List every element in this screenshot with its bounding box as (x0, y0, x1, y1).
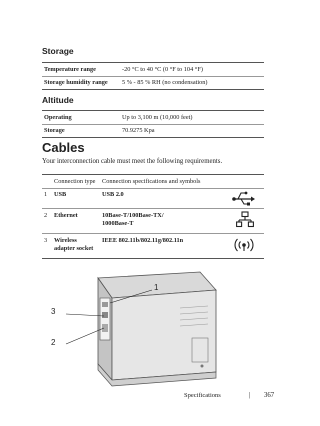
network-icon (236, 211, 254, 228)
table-cell: Wireless (54, 237, 77, 244)
table-cell: -20 °C to 40 °C (0 °F to 104 °F) (122, 66, 203, 73)
table-cell: Storage (44, 127, 65, 134)
table-rule (42, 89, 264, 90)
callout-3: 3 (51, 307, 56, 316)
row-number: 1 (44, 191, 48, 198)
callout-2: 2 (51, 338, 56, 347)
table-cell: USB (54, 191, 67, 198)
printer-illustration (60, 268, 230, 390)
column-header: Connection specifications and symbols (102, 178, 201, 185)
table-rule (42, 137, 264, 138)
table-cell: 10Base-T/100Base-TX/ (102, 212, 164, 219)
table-rule (42, 208, 264, 209)
table-rule (42, 62, 264, 63)
table-cell: IEEE 802.11b/802.11g/802.11n (102, 237, 184, 244)
table-cell: Operating (44, 114, 72, 121)
usb-icon (232, 190, 256, 206)
column-header: Connection type (54, 178, 96, 185)
table-cell: 5 % - 85 % RH (no condensation) (122, 79, 208, 86)
cables-intro: Your interconnection cable must meet the following requirements. (42, 158, 223, 165)
table-cell: Temperature range (44, 66, 96, 73)
table-cell: USB 2.0 (102, 191, 124, 198)
table-rule (42, 258, 264, 259)
table-cell: Up to 3,100 m (10,000 feet) (122, 114, 193, 121)
table-rule (42, 174, 264, 175)
row-number: 3 (44, 237, 48, 244)
altitude-heading: Altitude (42, 95, 74, 105)
footer-separator: | (249, 391, 251, 399)
callout-1: 1 (154, 283, 159, 292)
table-cell: Storage humidity range (44, 79, 108, 86)
footer-section: Specifications (184, 392, 221, 399)
table-cell: Ethernet (54, 212, 78, 219)
table-cell: adapter socket (54, 245, 94, 252)
table-rule (42, 76, 264, 77)
table-rule (42, 233, 264, 234)
row-number: 2 (44, 212, 48, 219)
table-cell: 70.9275 Kpa (122, 127, 155, 134)
cables-heading: Cables (42, 140, 85, 155)
table-rule (42, 110, 264, 111)
wireless-icon (233, 238, 255, 254)
table-rule (42, 124, 264, 125)
table-cell: 1000Base-T (102, 220, 134, 227)
page-number: 367 (264, 392, 275, 399)
storage-heading: Storage (42, 46, 74, 56)
table-rule (42, 188, 264, 189)
